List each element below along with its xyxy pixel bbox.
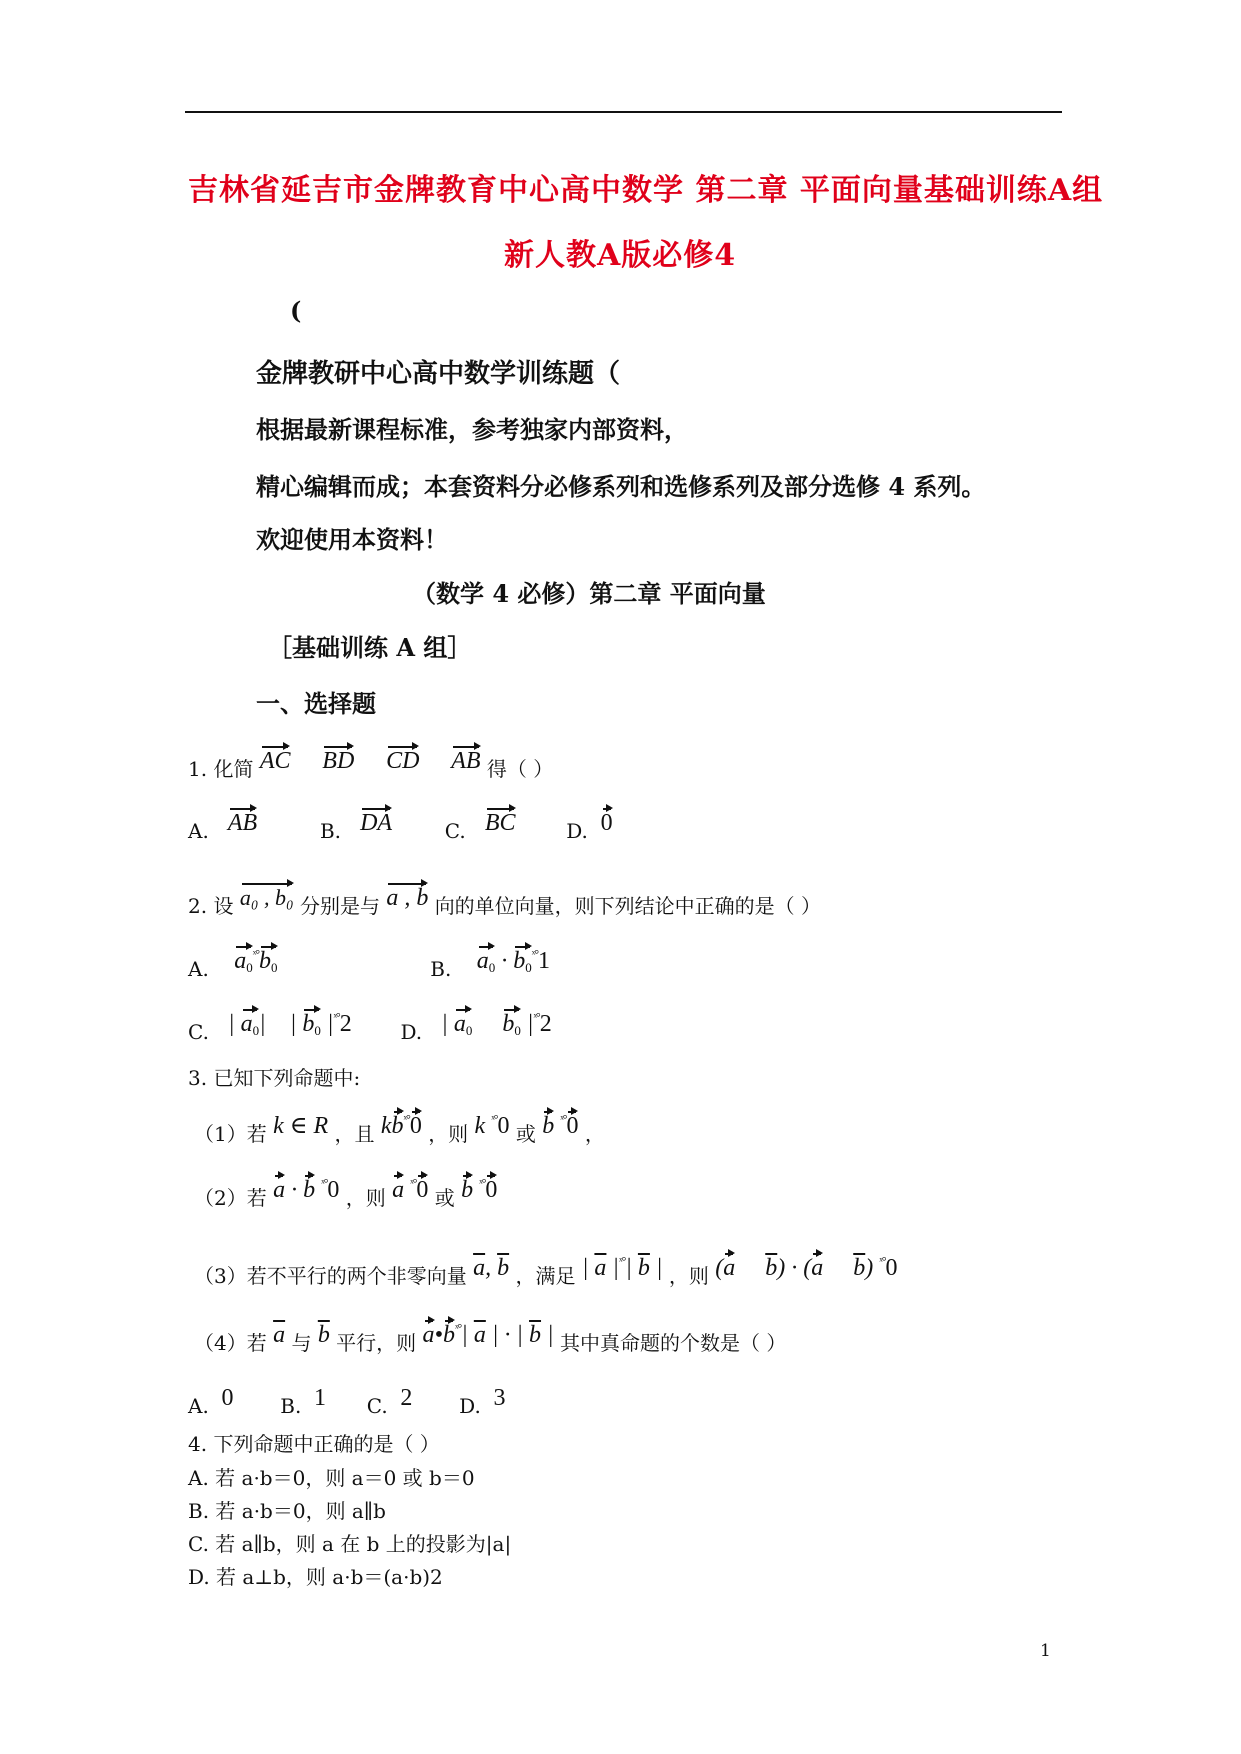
q3-options [188,1385,506,1420]
q2-option-c-label: C. [188,1020,209,1044]
q1-option-c: BC [484,810,516,836]
q3-proposition-2: （2）若 a · b $^{ˣ^\circ}$0 ，则 a $^{ˣ^\circ}$0 或 b $^{ˣ^\circ}$0 [194,1176,498,1210]
q3-option-d-label: D. [459,1394,481,1418]
q2-mid: 分别是与 [299,894,380,918]
q3-option-a: 0 [221,1385,234,1411]
q2-option-a: $a_0^{ˣ^\circ}b_0$ [234,947,278,975]
header-line-4: 欢迎使用本资料！ [256,525,448,554]
page-number: 1 [1040,1641,1051,1661]
q2-options-cd [188,1010,552,1047]
header-rule [185,111,1062,113]
q3-p2-dot: a · b $^{ˣ^\circ}$0 [273,1176,340,1203]
q1-vector-1: AC [259,748,291,774]
q2-vectors-ab: a , b [386,885,429,911]
q3-option-d: 3 [493,1385,506,1411]
q1-option-d-label: D. [566,819,588,843]
q3-p1-k-zero: k $^{ˣ^\circ}$0 [474,1112,510,1139]
q3-p4-product: $a•b^{ˣ^\circ}|$ $\overline{a}$ | · | $\overline{b}$ | [422,1321,554,1348]
q2-suffix: 向的单位向量，则下列结论中正确的是（ ） [434,894,822,918]
header-line-3: 精心编辑而成；本套资料分必修系列和选修系列及部分选修 4 系列。 [256,472,986,501]
q3-option-c-label: C. [366,1394,388,1418]
q1-option-a-label: A. [188,819,209,843]
q2-option-a-label: A. [188,957,209,981]
q2-option-c: | $a_0|$ | $b_0$ $|^{ˣ^\circ}2$ [228,1010,352,1038]
q1-suffix: 得（ ） [486,757,554,781]
stray-parenthesis: ( [290,296,302,325]
q3-p1-condition-k: k ∈ R [273,1113,329,1139]
header-line-2: 根据最新课程标准，参考独家内部资料， [256,415,688,444]
q3-option-a-label: A. [188,1394,209,1418]
q4-stem: 4. 下列命题中正确的是（ ） [188,1432,440,1456]
q3-option-b: 1 [314,1385,327,1411]
q2-prefix: 2. 设 [188,894,234,918]
q1-option-a: AB [227,810,258,836]
q3-option-c: 2 [400,1385,413,1411]
q2-option-b: $a_0 \cdot b_0^{ˣ^\circ}1$ [476,947,551,975]
q1-option-c-label: C. [444,819,466,843]
q1-stem [188,748,554,783]
q3-proposition-4: （4）若 $\overline{a}$ 与 $\overline{b}$ 平行，则 $a•b^{ˣ^\circ}|$ $\overline{a}$ | · | $\overline{b}$ | 其中真命题的个数是（ ） [194,1321,787,1355]
q2-option-b-label: B. [430,957,452,981]
q3-p1-kb: $kb^{ˣ^\circ}0$ [380,1112,422,1139]
q4-option-a: A. 若 a·b＝0，则 a＝0 或 b＝0 [188,1466,475,1490]
q3-p4-b: $\overline{b}$ [317,1322,330,1348]
q3-p3-equal-norms: | $\overline{a}$ $|^{ˣ^\circ}|$ $\overline{b}$ | [581,1254,663,1281]
q3-p4-a: $\overline{a}$ [273,1322,286,1348]
q1-option-b-label: B. [319,819,341,843]
chapter-heading: （数学 4 必修）第二章 平面向量 [412,579,766,608]
q2-unit-vectors: a₀ , b₀ [239,885,294,910]
q1-option-b: DA [360,810,393,836]
q1-vector-3: CD [386,748,420,774]
q1-option-d: 0 [600,810,613,836]
section-heading: 一、选择题 [256,689,376,718]
q1-prefix: 1. 化简 [188,757,254,781]
q2-options-ab [188,947,551,984]
document-title-line1: 吉林省延吉市金牌教育中心高中数学 第二章 平面向量基础训练A组 [188,173,1104,208]
q3-option-b-label: B. [280,1394,302,1418]
q4-option-b: B. 若 a·b＝0，则 a∥b [188,1499,386,1523]
q2-option-d-label: D. [400,1020,423,1044]
q3-stem: 3. 已知下列命题中: [188,1066,361,1090]
q3-proposition-1: （1）若 k ∈ R ，且 $kb^{ˣ^\circ}0$ ，则 k $^{ˣ^\circ}$0 或 b $^{ˣ^\circ}$0 ， [194,1112,605,1146]
q1-options [188,810,613,845]
q3-p1-b-zero: b $^{ˣ^\circ}$0 [542,1112,579,1139]
group-heading: ［基础训练 A 组］ [268,633,472,662]
q4-option-d: D. 若 a⊥b，则 a·b＝(a·b)2 [188,1565,443,1589]
document-title-line2: 新人教A版必修4 [504,238,737,273]
q2-stem [188,885,822,920]
q4-option-c: C. 若 a∥b，则 a 在 b 上的投影为|a| [188,1532,512,1556]
q1-vector-4: AB [451,748,481,774]
q3-p2-b-zero: b $^{ˣ^\circ}$0 [461,1176,498,1203]
q2-option-d: | $a_0$ $b_0$ $|^{ˣ^\circ}2$ [441,1010,552,1038]
q3-p3-vectors: $\overline{a}$, $\overline{b}$ [473,1255,510,1281]
q3-p2-a-zero: a $^{ˣ^\circ}$0 [392,1176,429,1203]
q3-proposition-3: （3）若不平行的两个非零向量 $\overline{a}$, $\overline{b}$ ，满足 | $\overline{a}$ $|^{ˣ^\circ}|$ $\overline{b}$ | ，则 (a $\overline{b}) \cdot (a$ $\overline{b}$) $^{ˣ^\circ}$0 [194,1254,898,1288]
q3-p3-product: (a $\overline{b}) \cdot (a$ $\overline{b}$) $^{ˣ^\circ}$0 [715,1254,898,1281]
q1-vector-2: BD [322,748,355,774]
header-line-1: 金牌教研中心高中数学训练题（ [256,359,621,389]
